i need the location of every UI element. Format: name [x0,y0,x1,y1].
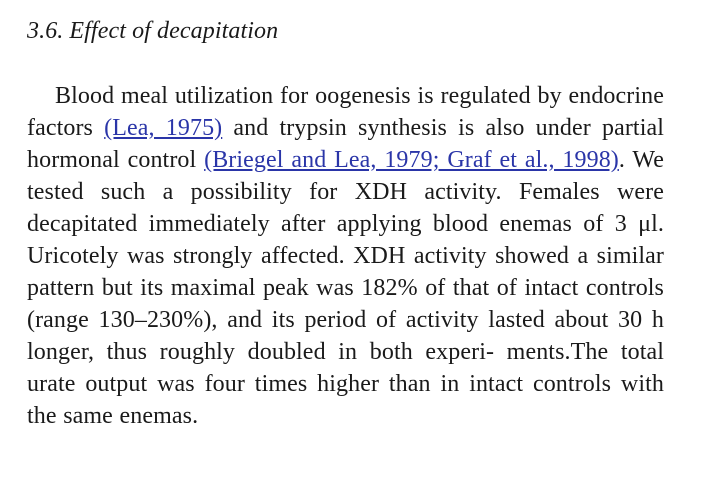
paragraph-text-1: Blood meal utilization for oogenesis is regulated by endocrine factors [27,83,664,141]
paragraph-text-3: . We tested such a possibility for XDH activity. Females were decapitated immediately after applying blood enemas of 3 μl. Uricotely was strongly affected. XDH activity showed a similar pattern but its maximal peak was 182% of that of intact controls (range 130–230%), and its period of activity lasted about 30 h longer, thus roughly doubled in both experi- ments.The total urate output was four times higher than in intact controls with the same enemas. [27,147,664,429]
citation-briegel-graf[interactable]: (Briegel and Lea, 1979; Graf et al., 1998) [204,147,619,173]
section-title: Effect of decapitation [69,18,279,44]
paragraph-text-2: and trypsin synthesis is also under partial hormonal control [27,115,664,173]
document-page [27,12,664,456]
section-number: 3.6. [27,18,64,44]
citation-lea-1975[interactable]: (Lea, 1975) [104,115,223,141]
section-heading [27,12,664,50]
body-paragraph [27,80,664,432]
